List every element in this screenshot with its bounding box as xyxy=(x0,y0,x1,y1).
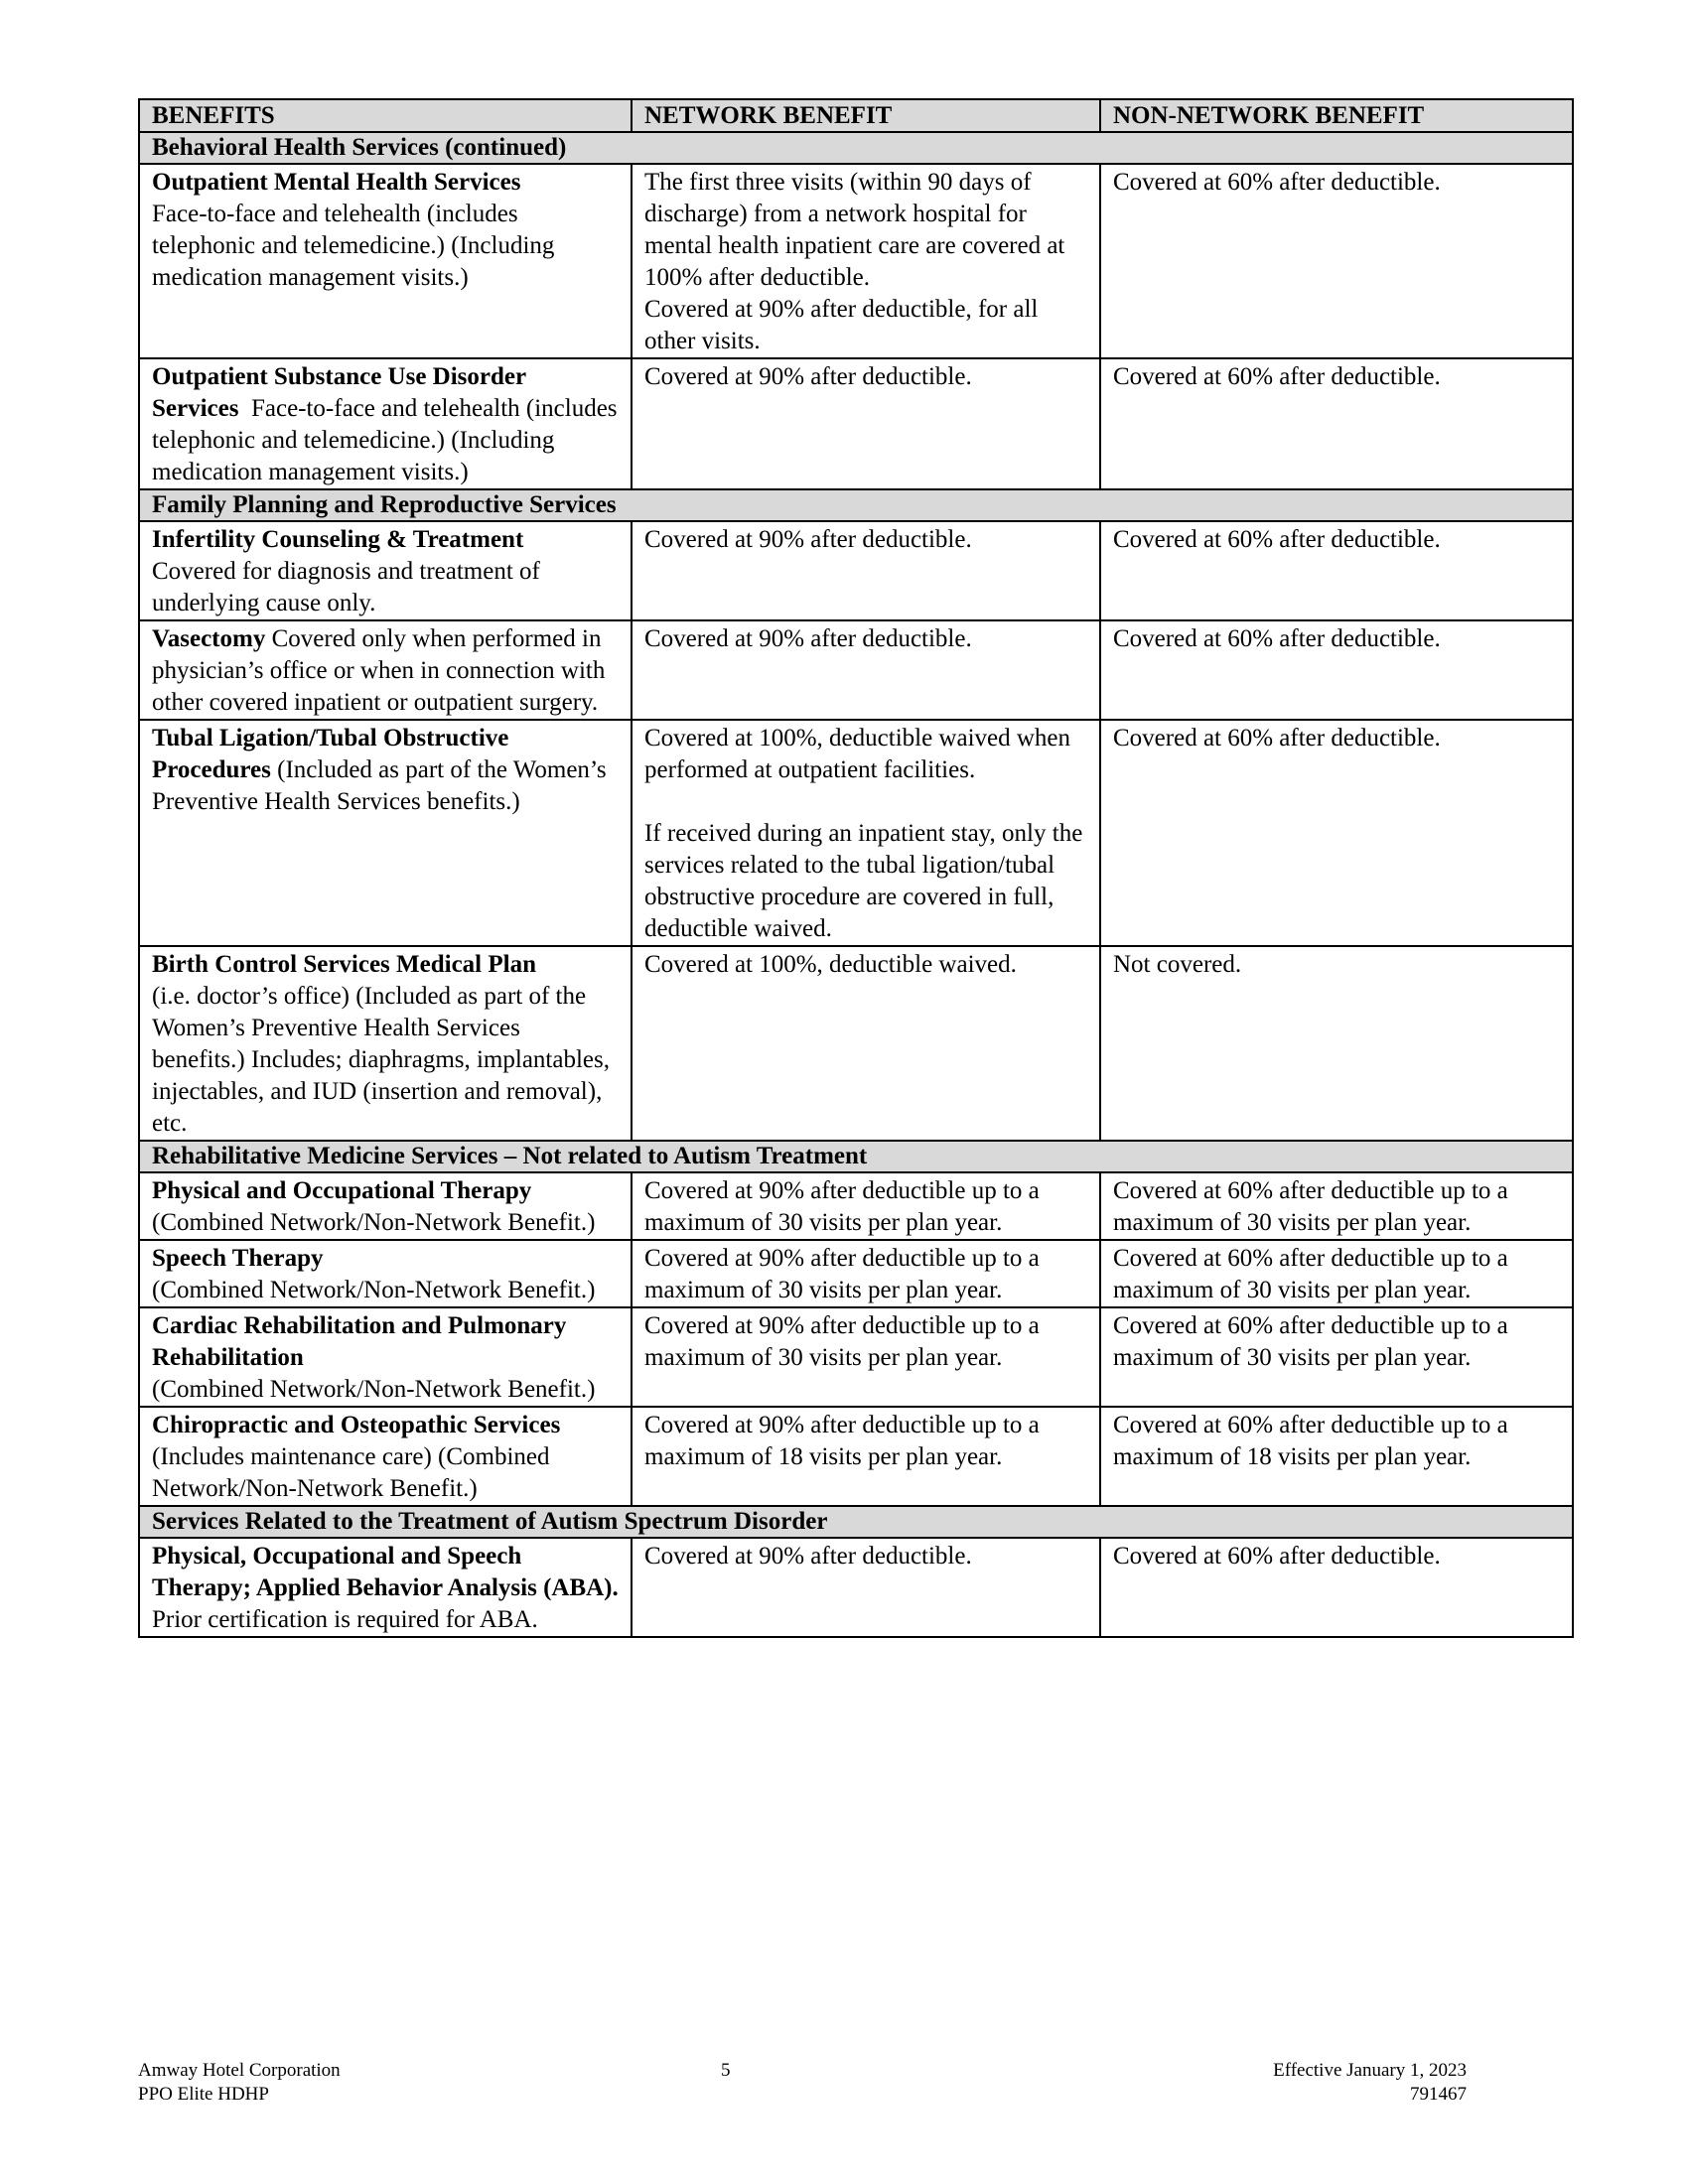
benefit-description: Covered only when performed in physician’s office or when in connection with other covered inpatient or outpatient surgery. xyxy=(152,625,606,716)
benefit-description: (Combined Network/Non-Network Benefit.) xyxy=(152,1209,596,1236)
table-row xyxy=(139,521,1573,620)
benefit-title: Outpatient Mental Health Services xyxy=(152,169,521,196)
benefit-cell xyxy=(139,620,632,720)
benefit-cell xyxy=(139,521,632,620)
network-cell: Covered at 90% after deductible up to a maximum of 18 visits per plan year. xyxy=(632,1407,1100,1506)
table-row xyxy=(139,358,1573,489)
non-network-cell: Covered at 60% after deductible. xyxy=(1100,358,1573,489)
benefit-cell xyxy=(139,1407,632,1506)
benefit-title: Chiropractic and Osteopathic Services xyxy=(152,1412,561,1438)
benefit-title: Vasectomy xyxy=(152,625,266,652)
network-cell: Covered at 90% after deductible up to a maximum of 30 visits per plan year. xyxy=(632,1240,1100,1307)
non-network-cell: Covered at 60% after deductible up to a maximum of 30 visits per plan year. xyxy=(1100,1240,1573,1307)
benefit-description: Prior certification is required for ABA. xyxy=(152,1606,538,1633)
benefit-title: Cardiac Rehabilitation and Pulmonary Rehabilitation xyxy=(152,1312,567,1371)
section-title: Family Planning and Reproductive Services xyxy=(139,489,1573,521)
non-network-cell: Covered at 60% after deductible up to a maximum of 30 visits per plan year. xyxy=(1100,1172,1573,1240)
benefits-table xyxy=(138,98,1574,1638)
network-cell: Covered at 100%, deductible waived. xyxy=(632,946,1100,1141)
non-network-cell: Covered at 60% after deductible. xyxy=(1100,521,1573,620)
table-row xyxy=(139,1307,1573,1407)
section-header xyxy=(139,1141,1573,1172)
benefit-title: Outpatient Substance Use Disorder Services xyxy=(152,363,526,422)
non-network-cell: Covered at 60% after deductible. xyxy=(1100,720,1573,946)
network-cell: Covered at 90% after deductible. xyxy=(632,620,1100,720)
table-row xyxy=(139,946,1573,1141)
benefit-title: Physical and Occupational Therapy xyxy=(152,1177,532,1204)
footer-company: Amway Hotel Corporation xyxy=(138,2060,341,2081)
benefit-description: Face-to-face and telehealth (includes telephonic and telemedicine.) (Including medication management visits.) xyxy=(152,201,555,291)
benefit-title: Physical, Occupational and Speech Therapy; Applied Behavior Analysis (ABA). xyxy=(152,1543,619,1601)
table-row xyxy=(139,1240,1573,1307)
table-row xyxy=(139,164,1573,358)
section-title: Rehabilitative Medicine Services – Not related to Autism Treatment xyxy=(139,1141,1573,1172)
footer-left xyxy=(138,2059,341,2107)
page-number: 5 xyxy=(721,2060,731,2081)
header-non-network-benefit: NON-NETWORK BENEFIT xyxy=(1100,99,1573,132)
network-text-2: Covered at 90% after deductible, for all other visits. xyxy=(644,296,1039,354)
footer-plan: PPO Elite HDHP xyxy=(138,2084,269,2105)
section-title: Services Related to the Treatment of Autism Spectrum Disorder xyxy=(139,1506,1573,1538)
benefit-description: (Included as part of the Women’s Preventive Health Services benefits.) xyxy=(152,756,607,815)
footer-effective-date: Effective January 1, 2023 xyxy=(1273,2060,1467,2081)
network-cell: Covered at 90% after deductible. xyxy=(632,521,1100,620)
network-text: Covered at 100%, deductible waived when performed at outpatient facilities. xyxy=(644,725,1071,783)
table-header-row xyxy=(139,99,1573,132)
benefit-title: Tubal Ligation/Tubal Obstructive Procedures xyxy=(152,725,509,783)
benefit-cell xyxy=(139,1240,632,1307)
network-cell: Covered at 90% after deductible up to a maximum of 30 visits per plan year. xyxy=(632,1172,1100,1240)
section-header xyxy=(139,132,1573,164)
network-text-2: If received during an inpatient stay, only the services related to the tubal ligation/tubal obstructive procedure are covered in full, deductible waived. xyxy=(644,820,1083,942)
benefit-description: (Combined Network/Non-Network Benefit.) xyxy=(152,1277,596,1303)
header-network-benefit: NETWORK BENEFIT xyxy=(632,99,1100,132)
footer-right xyxy=(1192,2059,1467,2107)
benefit-title: Birth Control Services Medical Plan xyxy=(152,951,536,978)
header-benefits: BENEFITS xyxy=(139,99,632,132)
section-header xyxy=(139,1506,1573,1538)
table-row xyxy=(139,1538,1573,1637)
network-cell: Covered at 90% after deductible. xyxy=(632,1538,1100,1637)
non-network-cell: Covered at 60% after deductible up to a maximum of 18 visits per plan year. xyxy=(1100,1407,1573,1506)
benefit-description: Face-to-face and telehealth (includes telephonic and telemedicine.) (Including medication management visits.) xyxy=(152,395,618,485)
benefit-cell xyxy=(139,946,632,1141)
benefit-description: (Includes maintenance care) (Combined Network/Non-Network Benefit.) xyxy=(152,1443,550,1502)
benefit-cell xyxy=(139,720,632,946)
network-cell: Covered at 90% after deductible up to a maximum of 30 visits per plan year. xyxy=(632,1307,1100,1407)
table-row xyxy=(139,620,1573,720)
benefit-cell xyxy=(139,1538,632,1637)
network-cell xyxy=(632,164,1100,358)
benefit-description: (i.e. doctor’s office) (Included as part of the Women’s Preventive Health Services benefits.) Includes; diaphragms, implantables, injectables, and IUD (insertion and removal), etc. xyxy=(152,983,610,1137)
benefit-cell xyxy=(139,164,632,358)
benefit-title: Infertility Counseling & Treatment xyxy=(152,526,524,553)
section-header xyxy=(139,489,1573,521)
non-network-cell: Not covered. xyxy=(1100,946,1573,1141)
benefit-cell xyxy=(139,1307,632,1407)
footer-doc-id: 791467 xyxy=(1410,2084,1467,2105)
table-row xyxy=(139,1172,1573,1240)
network-cell: Covered at 90% after deductible. xyxy=(632,358,1100,489)
benefit-cell xyxy=(139,358,632,489)
non-network-cell: Covered at 60% after deductible up to a maximum of 30 visits per plan year. xyxy=(1100,1307,1573,1407)
benefit-description: Covered for diagnosis and treatment of underlying cause only. xyxy=(152,558,540,616)
non-network-cell: Covered at 60% after deductible. xyxy=(1100,620,1573,720)
benefit-cell xyxy=(139,1172,632,1240)
non-network-cell: Covered at 60% after deductible. xyxy=(1100,1538,1573,1637)
table-row xyxy=(139,720,1573,946)
network-cell xyxy=(632,720,1100,946)
benefit-title: Speech Therapy xyxy=(152,1245,324,1272)
section-title: Behavioral Health Services (continued) xyxy=(139,132,1573,164)
non-network-cell: Covered at 60% after deductible. xyxy=(1100,164,1573,358)
network-text: The first three visits (within 90 days of discharge) from a network hospital for mental health inpatient care are covered at 100% after deductible. xyxy=(644,169,1065,291)
table-row xyxy=(139,1407,1573,1506)
benefit-description: (Combined Network/Non-Network Benefit.) xyxy=(152,1376,596,1403)
